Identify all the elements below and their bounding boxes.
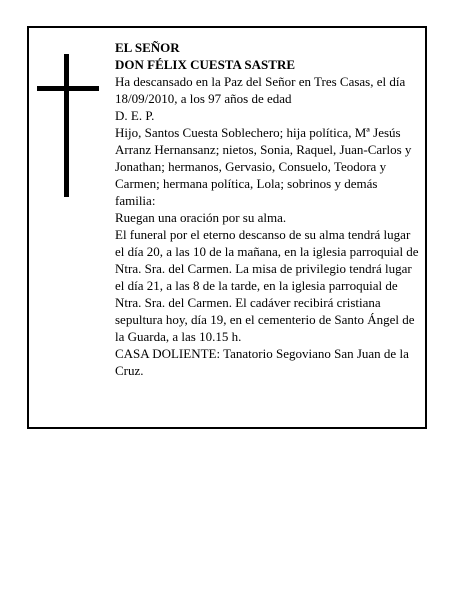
cross-vertical-bar xyxy=(64,54,69,197)
family-list: Hijo, Santos Cuesta Soblechero; hija política, Mª Jesús Arranz Hernansanz; nietos, Sonia, Raquel, Juan-Carlos y Jonathan; hermanos, Gervasio, Consuelo, Teodora y Carmen; hermana política, Lola; sobrinos y demás familia: xyxy=(115,125,412,208)
deceased-name: DON FÉLIX CUESTA SASTRE xyxy=(115,57,296,72)
cross-icon xyxy=(37,54,99,197)
death-info: Ha descansado en la Paz del Señor en Tres Casas, el día 18/09/2010, a los 97 años de edad xyxy=(115,74,406,106)
cross-horizontal-bar xyxy=(37,86,99,91)
rip-line: D. E. P. xyxy=(115,108,155,123)
ceremony-details: El funeral por el eterno descanso de su alma tendrá lugar el día 20, a las 10 de la mañana, en la iglesia parroquial de Ntra. Sra. del Carmen. La misa de privilegio tendrá lugar el día 21, a las 8 de la tarde, en la iglesia parroquial de Ntra. Sra. del Carmen. El cadáver recibirá cristiana sepultura hoy, día 19, en el cementerio de Santo Ángel de la Guarda, a las 10.15 h. xyxy=(115,227,419,344)
prayer-request: Ruegan una oración por su alma. xyxy=(115,210,287,225)
funeral-home: CASA DOLIENTE: Tanatorio Segoviano San Juan de la Cruz. xyxy=(115,346,409,378)
obituary-text xyxy=(115,39,421,379)
notice-title: EL SEÑOR xyxy=(115,40,180,55)
